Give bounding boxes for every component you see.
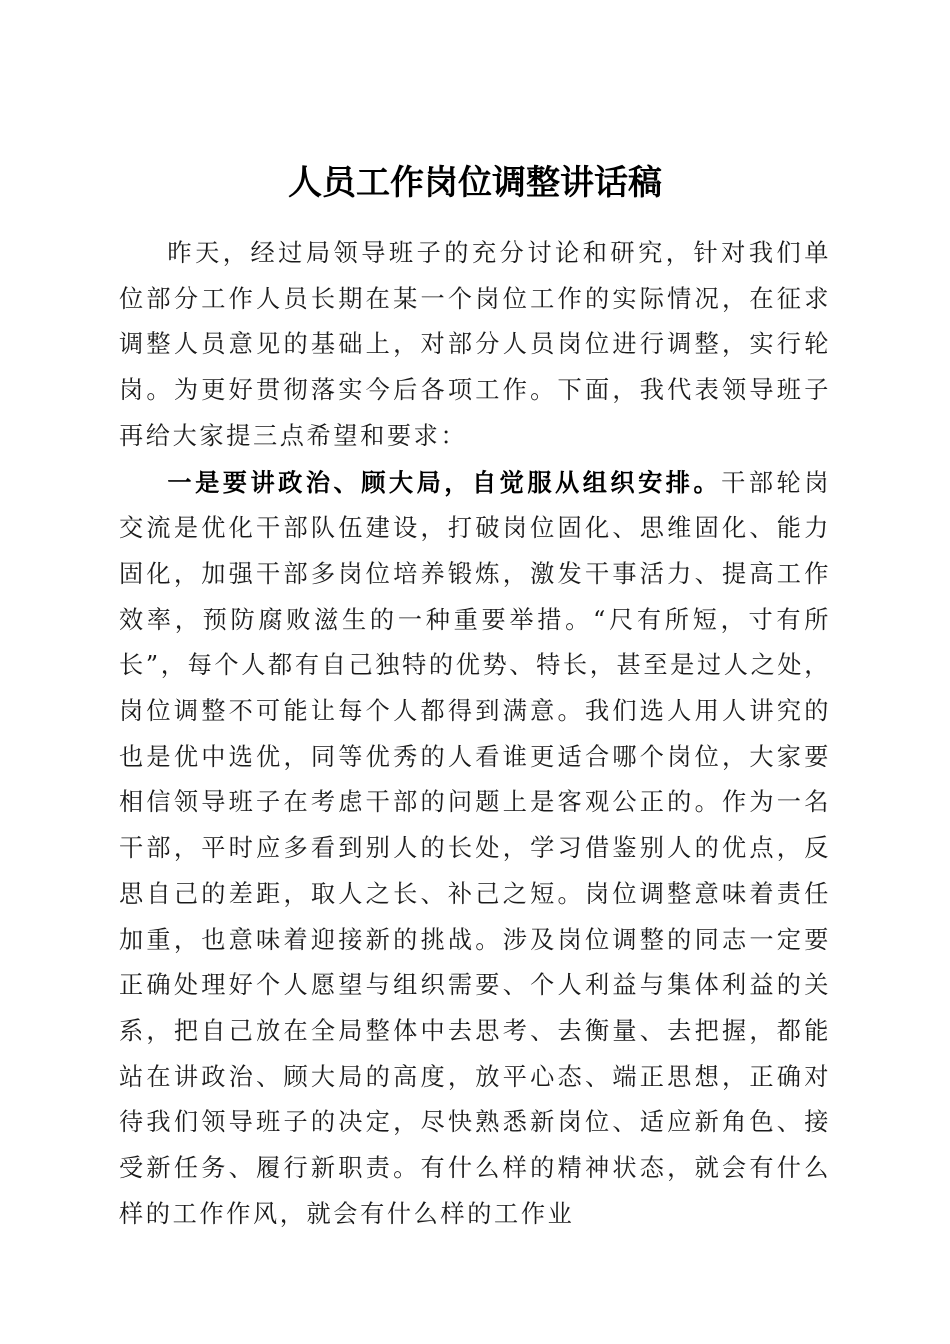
document-title: 人员工作岗位调整讲话稿 bbox=[288, 162, 662, 203]
paragraph-intro-text: 昨天，经过局领导班子的充分讨论和研究，针对我们单位部分工作人员长期在某一个岗位工作的实际情况，在征求调整人员意见的基础上，对部分人员岗位进行调整，实行轮岗。为更好贯彻落实今后各项工作。下面，我代表领导班子再给大家提三点希望和要求： bbox=[119, 239, 831, 450]
paragraph-intro bbox=[119, 231, 831, 460]
paragraph-point-one bbox=[119, 460, 831, 1238]
document-body bbox=[119, 231, 831, 1237]
paragraph-point-one-text: 干部轮岗交流是优化干部队伍建设，打破岗位固化、思维固化、能力固化，加强干部多岗位培养锻炼，激发干事活力、提高工作效率，预防腐败滋生的一种重要举措。“尺有所短，寸有所长”，每个人都有自己独特的优势、特长，甚至是过人之处，岗位调整不可能让每个人都得到满意。我们选人用人讲究的也是优中选优，同等优秀的人看谁更适合哪个岗位，大家要相信领导班子在考虑干部的问题上是客观公正的。作为一名干部，平时应多看到别人的长处，学习借鉴别人的优点，反思自己的差距，取人之长、补己之短。岗位调整意味着责任加重，也意味着迎接新的挑战。涉及岗位调整的同志一定要正确处理好个人愿望与组织需要、个人利益与集体利益的关系，把自己放在全局整体中去思考、去衡量、去把握，都能站在讲政治、顾大局的高度，放平心态、端正思想，正确对待我们领导班子的决定，尽快熟悉新岗位、适应新角色、接受新任务、履行新职责。有什么样的精神状态，就会有什么样的工作作风，就会有什么样的工作业 bbox=[119, 468, 831, 1228]
paragraph-point-one-heading: 一是要讲政治、顾大局，自觉服从组织安排。 bbox=[167, 467, 722, 497]
